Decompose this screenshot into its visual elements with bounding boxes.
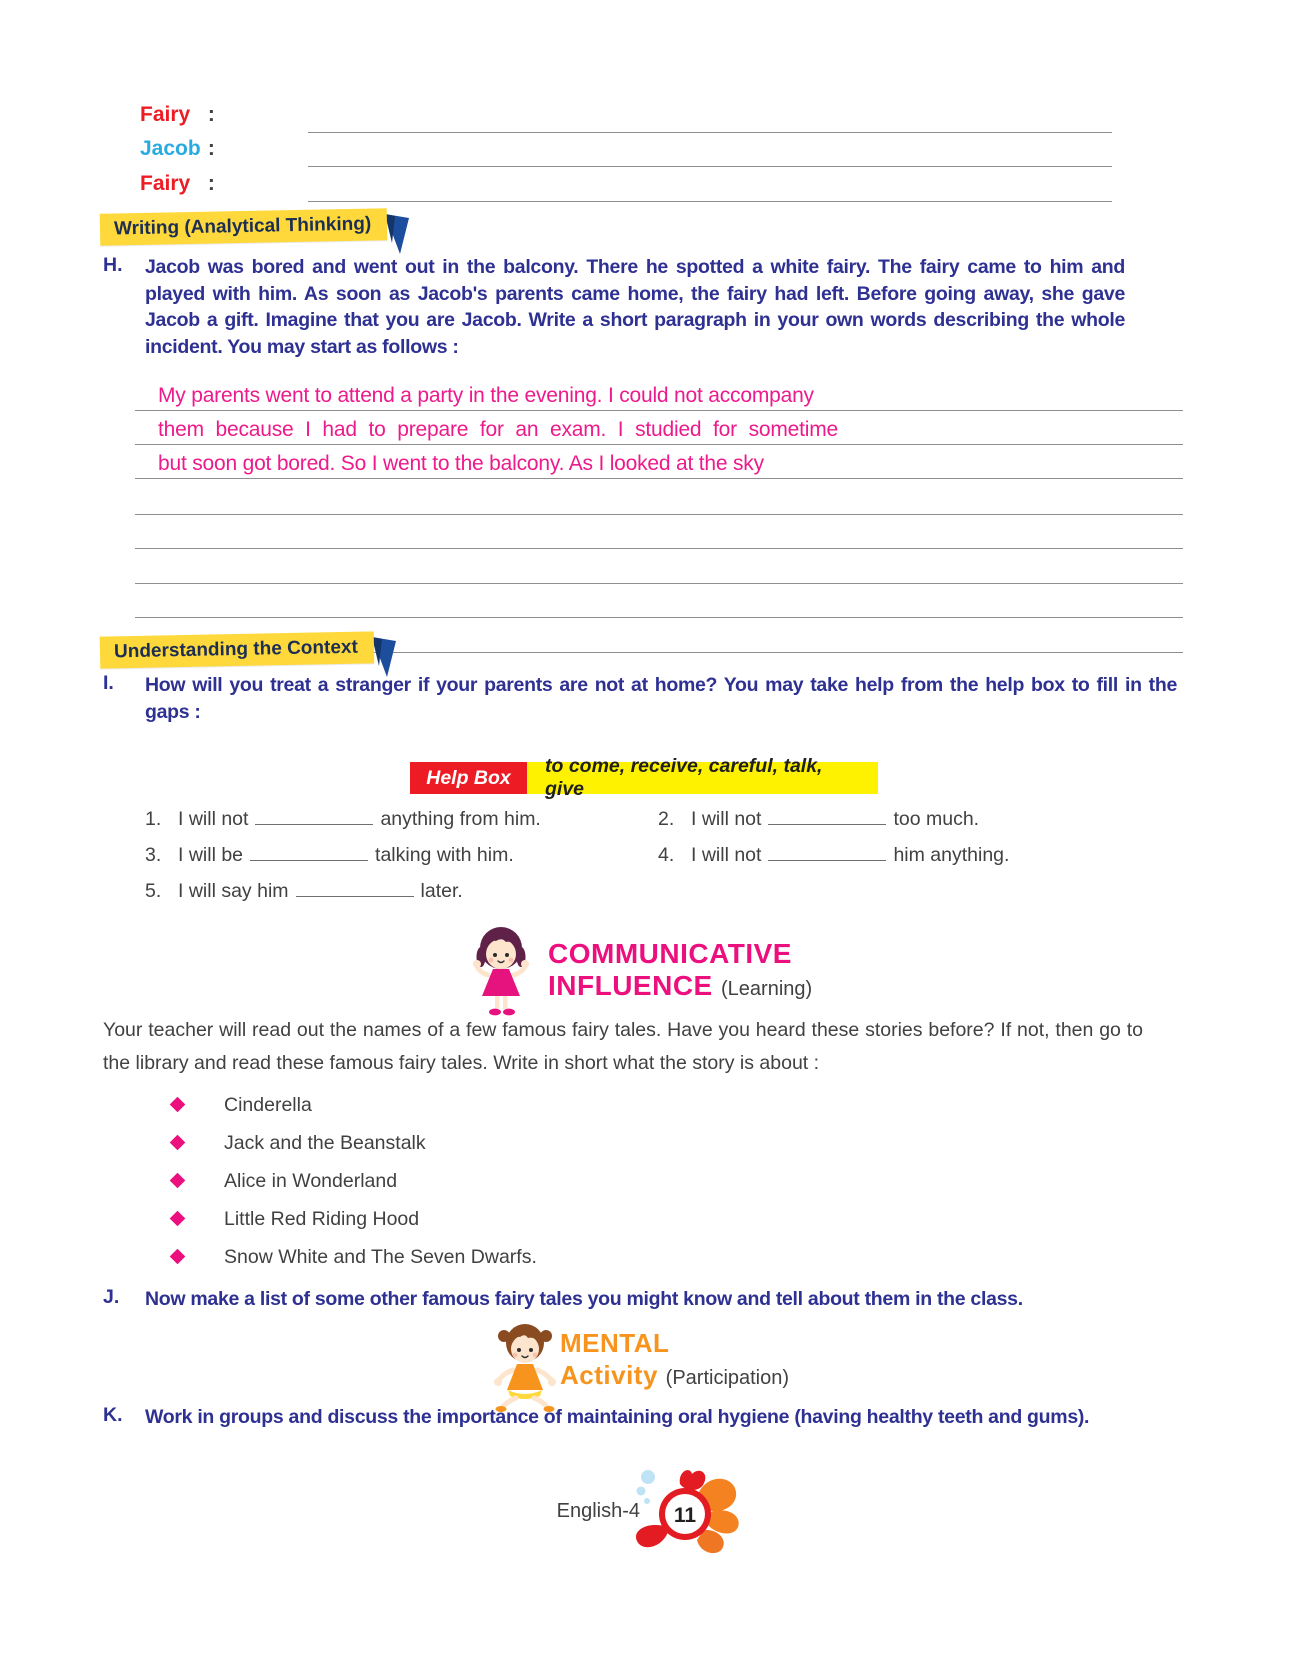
dialogue-row: [140, 137, 1120, 167]
item-number: 5.: [145, 880, 162, 902]
girl-character-icon: [492, 1322, 558, 1412]
question-h-label: H.: [103, 254, 123, 276]
help-box-words: to come, receive, careful, talk, give: [527, 762, 878, 794]
help-box-label: Help Box: [410, 762, 527, 794]
item-text: talking with him.: [375, 844, 514, 866]
footer-book-title: English-4: [556, 1500, 640, 1522]
question-h-text: Jacob was bored and went out in the balcony. There he spotted a white fairy. The fairy came to him and played with him. As soon as Jacob's parents came home, the fairy had left. Before going away, she gave Jacob a gift. Imagine that you are Jacob. Write a short paragraph in your own words describing the whole incident. You may start as follows :: [145, 256, 1125, 358]
ruled-line: [135, 548, 1183, 549]
handwritten-answer-line: My parents went to attend a party in the evening. I could not accompany: [158, 384, 814, 407]
ruled-line: [135, 617, 1183, 618]
section-highlight: [100, 631, 374, 668]
item-number: 3.: [145, 844, 162, 866]
diamond-bullet-icon: [170, 1249, 186, 1265]
question-i-label: I.: [103, 672, 114, 694]
diamond-bullet-icon: [170, 1097, 186, 1113]
speaker-name: Jacob: [140, 137, 201, 160]
fill-blank: [768, 809, 886, 825]
fill-blank: [768, 845, 886, 861]
question-j-label: J.: [103, 1286, 120, 1308]
gap-item-2: [658, 808, 979, 831]
mental-subtitle: (Participation): [665, 1367, 790, 1389]
question-j-text: Now make a list of some other famous fairy tales you might know and tell about them in the class.: [145, 1288, 1023, 1310]
gap-item-3: [145, 844, 514, 867]
item-text: anything from him.: [380, 808, 541, 830]
communicative-title-line2: [548, 970, 812, 1002]
diamond-bullet-icon: [170, 1211, 186, 1227]
answer-line: [308, 137, 1112, 167]
gap-item-1: [145, 808, 541, 831]
item-number: 1.: [145, 808, 162, 830]
section-title: Writing (Analytical Thinking): [113, 213, 372, 240]
fill-blank: [250, 845, 368, 861]
ruled-line: [135, 410, 1183, 411]
question-k-label: K.: [103, 1404, 123, 1426]
fill-blank: [296, 881, 414, 897]
tale-item: Snow White and The Seven Dwarfs.: [224, 1246, 537, 1268]
speaker-name: Fairy: [140, 172, 191, 195]
answer-line: [308, 103, 1112, 133]
ruled-line: [135, 514, 1183, 515]
tale-item: Alice in Wonderland: [224, 1170, 398, 1192]
tale-item: Jack and the Beanstalk: [224, 1132, 426, 1154]
intro-paragraph: Your teacher will read out the names of a few famous fairy tales. Have you heard these stories before? If not, then go to the library and read these famous fairy tales. Write in short what the story is about :: [103, 1019, 1143, 1074]
dialogue-row: [140, 172, 1120, 202]
fill-blank: [255, 809, 373, 825]
gap-item-5: [145, 880, 463, 903]
item-number: 2.: [658, 808, 675, 830]
item-text: I will be: [178, 844, 244, 866]
item-number: 4.: [658, 844, 675, 866]
item-text: I will say him: [178, 880, 289, 902]
girl-character-icon: [468, 925, 534, 1017]
communicative-subtitle: (Learning): [721, 978, 813, 1000]
gap-item-4: [658, 844, 1009, 867]
mental-title-line2: [560, 1360, 789, 1391]
section-title: Understanding the Context: [113, 636, 359, 663]
colon: :: [207, 137, 215, 160]
item-text: I will not: [691, 844, 762, 866]
item-text: later.: [420, 880, 463, 902]
tale-item: Cinderella: [224, 1094, 312, 1116]
diamond-bullet-icon: [170, 1173, 186, 1189]
item-text: him anything.: [893, 844, 1010, 866]
communicative-title-line1: COMMUNICATIVE: [548, 938, 792, 969]
section-flag-icon: [383, 213, 411, 255]
dialogue-row: [140, 103, 1120, 133]
handwritten-answer-line: but soon got bored. So I went to the balcony. As I looked at the sky: [158, 452, 764, 475]
footer-page-number: 11: [673, 1504, 697, 1527]
question-k-text: Work in groups and discuss the importance of maintaining oral hygiene (having healthy teeth and gums).: [145, 1406, 1090, 1428]
item-text: too much.: [893, 808, 980, 830]
diamond-bullet-icon: [170, 1135, 186, 1151]
handwritten-answer-line: them because I had to prepare for an exam. I studied for sometime: [158, 418, 838, 441]
item-text: I will not: [178, 808, 249, 830]
tale-item: Little Red Riding Hood: [224, 1208, 420, 1230]
speaker-name: Fairy: [140, 103, 191, 126]
item-text: I will not: [691, 808, 762, 830]
influence-word: INFLUENCE: [548, 970, 713, 1001]
question-i-text: How will you treat a stranger if your parents are not at home? You may take help from the help box to fill in the gaps :: [145, 674, 1177, 723]
ruled-line: [135, 583, 1183, 584]
help-box: [410, 755, 878, 800]
ruled-line: [135, 444, 1183, 445]
colon: :: [207, 172, 215, 195]
section-highlight: [100, 208, 388, 246]
colon: :: [207, 103, 215, 126]
fish-page-logo: [628, 1464, 750, 1564]
answer-line: [308, 172, 1112, 202]
mental-title-line1: MENTAL: [560, 1328, 670, 1358]
section-header-writing: [100, 211, 411, 255]
activity-word: Activity: [560, 1360, 658, 1390]
ruled-line: [135, 478, 1183, 479]
